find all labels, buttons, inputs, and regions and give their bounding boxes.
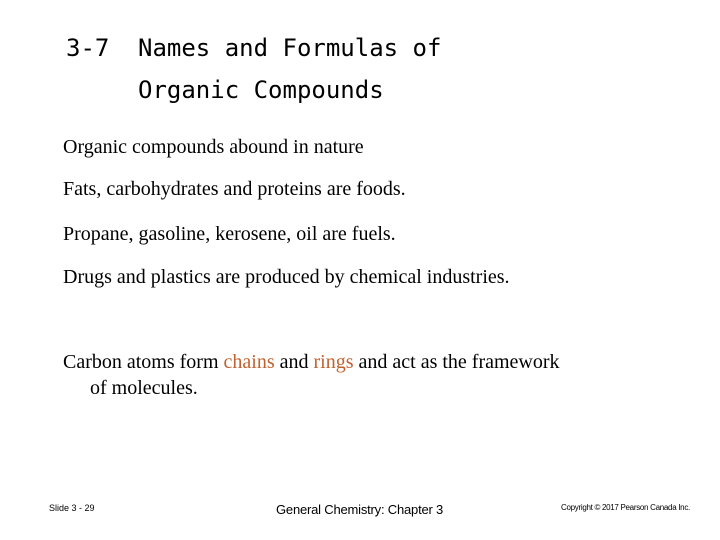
footer-chapter: General Chemistry: Chapter 3 [276,502,444,517]
bullet-drugs-plastics: Drugs and plastics are produced by chemical industries. [63,266,510,288]
footer-copyright: Copyright © 2017 Pearson Canada Inc. [561,503,690,512]
bullet-carbon-line-2: of molecules. [90,377,198,399]
bullet-carbon-text-and: and [274,351,314,373]
highlight-rings: rings [313,351,354,373]
slide-title-line-2: Organic Compounds [138,76,384,104]
bullet-carbon-framework [63,349,693,401]
bullet-organic-compounds: Organic compounds abound in nature [63,136,364,158]
section-number: 3-7 [66,34,110,62]
bullet-carbon-text-end: and act as the framework [353,351,560,373]
bullet-fuels: Propane, gasoline, kerosene, oil are fuels. [63,223,396,245]
footer-slide-number: Slide 3 - 29 [49,503,95,513]
slide-title-line-1: Names and Formulas of [138,34,442,62]
bullet-foods: Fats, carbohydrates and proteins are foods. [63,178,406,200]
highlight-chains: chains [223,351,275,373]
bullet-carbon-text-start: Carbon atoms form [63,351,224,373]
bullet-carbon-line-1 [63,349,693,375]
